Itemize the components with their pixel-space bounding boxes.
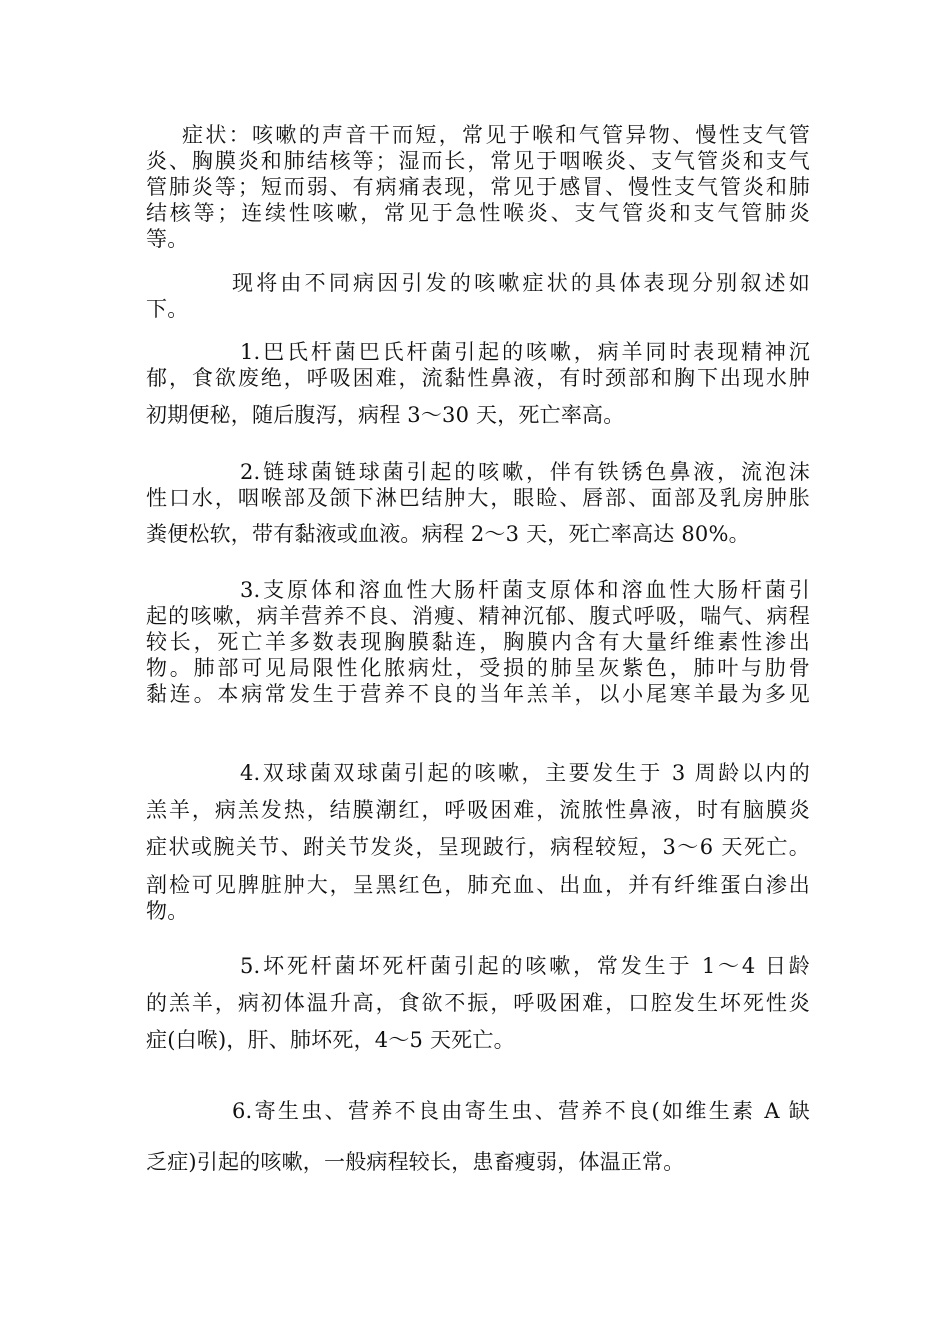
paragraph-3-line-2: 郁，食欲废绝，呼吸困难，流黏性鼻液，有时颈部和胸下出现水肿: [146, 366, 810, 390]
paragraph-6-line-4: 剖检可见脾脏肿大，呈黑红色，肺充血、出血，并有纤维蛋白渗出: [146, 873, 810, 897]
paragraph-4-line-1: 2.链球菌链球菌引起的咳嗽，伴有铁锈色鼻液，流泡沫: [240, 460, 810, 484]
paragraph-5-line-4: 物。肺部可见局限性化脓病灶，受损的肺呈灰紫色，肺叶与肋骨: [146, 656, 810, 680]
paragraph-1-line-5: 等。: [146, 227, 189, 251]
paragraph-1-line-2: 炎、胸膜炎和肺结核等；湿而长，常见于咽喉炎、支气管炎和支气: [146, 149, 810, 173]
paragraph-5-line-2: 起的咳嗽，病羊营养不良、消瘦、精神沉郁、腹式呼吸，喘气、病程: [146, 604, 810, 628]
paragraph-7-line-2: 的羔羊，病初体温升高，食欲不振，呼吸困难，口腔发生坏死性炎: [146, 991, 810, 1015]
paragraph-8-line-1: 6.寄生虫、营养不良由寄生虫、营养不良(如维生素 A 缺: [232, 1099, 810, 1123]
paragraph-2-line-2: 下。: [146, 297, 189, 321]
paragraph-2-line-1: 现将由不同病因引发的咳嗽症状的具体表现分别叙述如: [232, 271, 810, 295]
paragraph-6-line-1: 4.双球菌双球菌引起的咳嗽，主要发生于 3 周龄以内的: [240, 761, 810, 785]
paragraph-3-line-3: 初期便秘，随后腹泻，病程 3～30 天，死亡率高。: [146, 403, 625, 427]
paragraph-6-line-5: 物。: [146, 899, 189, 923]
paragraph-4-line-3: 粪便松软，带有黏液或血液。病程 2～3 天，死亡率高达 80%。: [146, 522, 750, 546]
paragraph-3-line-1: 1.巴氏杆菌巴氏杆菌引起的咳嗽，病羊同时表现精神沉: [240, 340, 810, 364]
paragraph-1-line-4: 结核等；连续性咳嗽，常见于急性喉炎、支气管炎和支气管肺炎: [146, 201, 810, 225]
paragraph-4-line-2: 性口水，咽喉部及颌下淋巴结肿大，眼睑、唇部、面部及乳房肿胀: [146, 486, 810, 510]
paragraph-8-line-2: 乏症)引起的咳嗽，一般病程较长，患畜瘦弱，体温正常。: [146, 1150, 685, 1174]
paragraph-6-line-3: 症状或腕关节、跗关节发炎，呈现跛行，病程较短，3～6 天死亡。: [146, 835, 810, 859]
paragraph-7-line-1: 5.坏死杆菌坏死杆菌引起的咳嗽，常发生于 1～4 日龄: [240, 954, 810, 978]
paragraph-6-line-2: 羔羊，病羔发热，结膜潮红，呼吸困难，流脓性鼻液，时有脑膜炎: [146, 798, 810, 822]
paragraph-7-line-3: 症(白喉)，肝、肺坏死，4～5 天死亡。: [146, 1028, 515, 1052]
paragraph-5-line-5: 黏连。本病常发生于营养不良的当年羔羊，以小尾寒羊最为多见: [146, 682, 810, 706]
paragraph-5-line-3: 较长，死亡羊多数表现胸膜黏连，胸膜内含有大量纤维素性渗出: [146, 630, 810, 654]
paragraph-1-line-1: 症状：咳嗽的声音干而短，常见于喉和气管异物、慢性支气管: [182, 123, 810, 147]
paragraph-5-line-1: 3.支原体和溶血性大肠杆菌支原体和溶血性大肠杆菌引: [240, 578, 810, 602]
paragraph-1-line-3: 管肺炎等；短而弱、有病痛表现，常见于感冒、慢性支气管炎和肺: [146, 175, 810, 199]
